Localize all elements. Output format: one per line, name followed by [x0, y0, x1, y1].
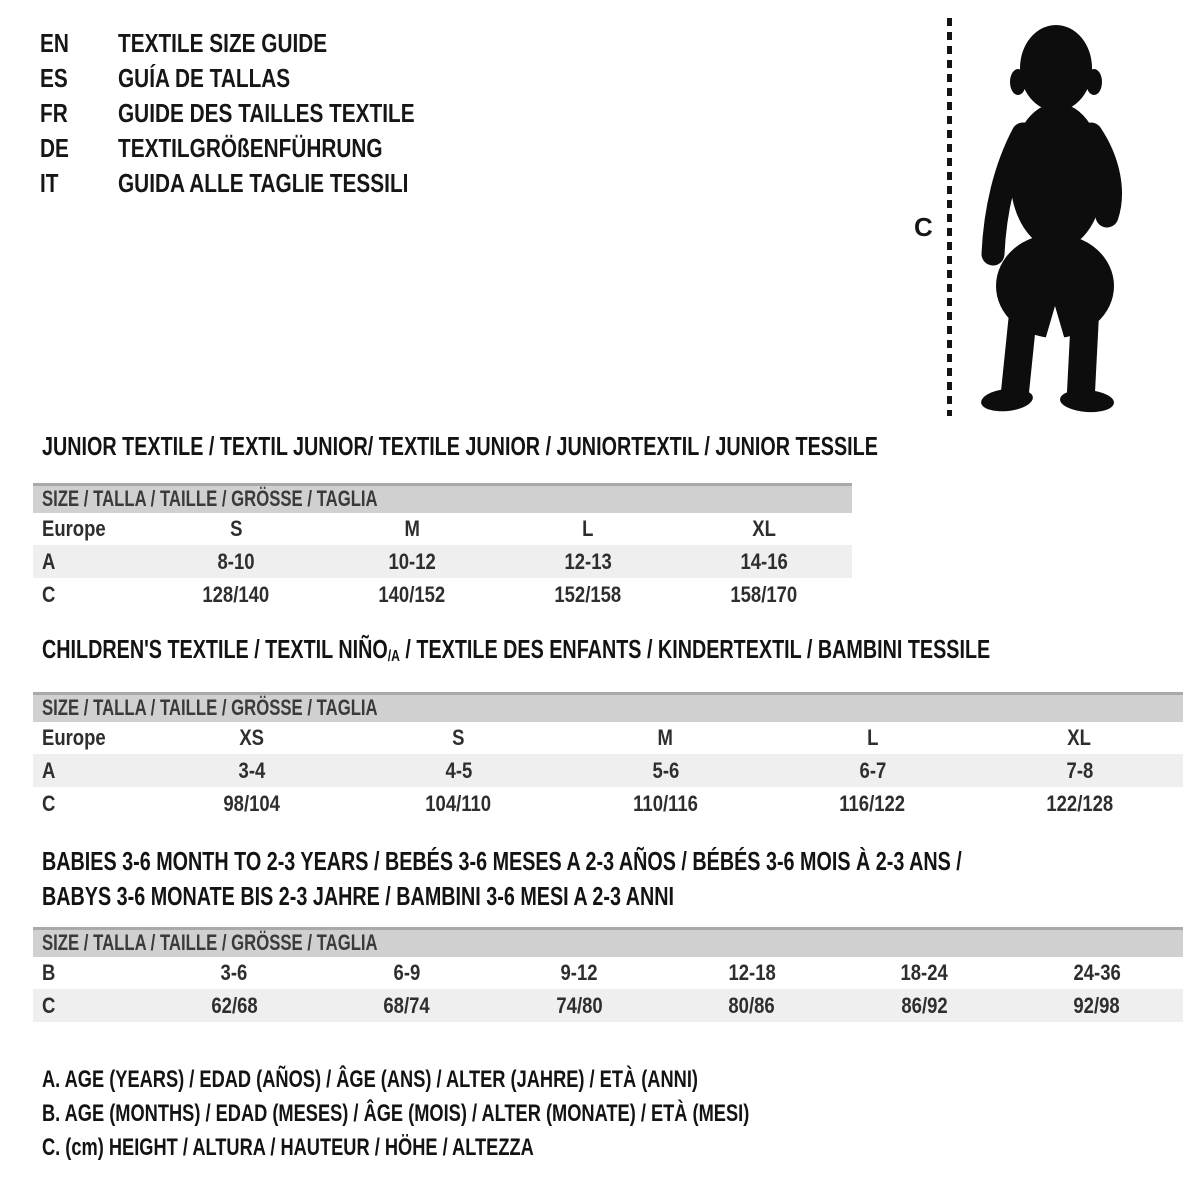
- table-cell: A: [42, 757, 56, 783]
- table-cell: 158/170: [730, 581, 798, 607]
- table-cell: 152/158: [554, 581, 622, 607]
- table-cell: 4-5: [445, 757, 472, 783]
- table-cell: 6-9: [393, 959, 421, 985]
- height-measure-label: C: [914, 212, 933, 242]
- language-code: IT: [40, 168, 59, 198]
- table-row: [33, 956, 1183, 989]
- legend: [42, 1063, 973, 1165]
- language-code: ES: [40, 63, 68, 93]
- language-label: GUIDE DES TAILLES TEXTILE: [118, 98, 415, 128]
- table-cell: 9-12: [560, 959, 598, 985]
- table-cell: XL: [752, 515, 776, 541]
- table-cell: 18-24: [900, 959, 948, 985]
- table-row: [33, 545, 852, 578]
- legend-line-a: A. AGE (YEARS) / EDAD (AÑOS) / ÂGE (ANS) / ALTER (JAHRE) / ETÀ (ANNI): [42, 1066, 698, 1093]
- table-cell: 116/122: [839, 790, 906, 816]
- table-row: [33, 787, 1183, 820]
- babies-table: [33, 956, 1183, 1022]
- table-cell: 128/140: [202, 581, 270, 607]
- language-row: [40, 61, 489, 96]
- table-row: [33, 754, 1183, 787]
- toddler-silhouette-icon: [963, 16, 1141, 418]
- table-cell: A: [42, 548, 56, 574]
- table-cell: M: [657, 724, 674, 750]
- language-code: EN: [40, 28, 69, 58]
- table-cell: S: [229, 515, 243, 541]
- children-section-title: CHILDREN'S TEXTILE / TEXTIL NIÑO/A / TEXTILE DES ENFANTS / KINDERTEXTIL / BAMBINI TESSILE: [42, 634, 991, 665]
- children-table-header-bar: SIZE / TALLA / TAILLE / GRÖSSE / TAGLIA: [33, 692, 1183, 722]
- table-cell: 5-6: [652, 757, 679, 783]
- table-cell: 6-7: [859, 757, 886, 783]
- table-cell: 80/86: [728, 992, 775, 1018]
- table-cell: 10-12: [388, 548, 436, 574]
- table-cell: C: [42, 790, 56, 816]
- table-cell: M: [404, 515, 420, 541]
- table-cell: XL: [1067, 724, 1092, 750]
- language-label: GUÍA DE TALLAS: [118, 63, 291, 93]
- table-cell: 122/128: [1046, 790, 1113, 816]
- legend-line-b: B. AGE (MONTHS) / EDAD (MESES) / ÂGE (MOIS) / ALTER (MONATE) / ETÀ (MESI): [42, 1100, 750, 1127]
- language-list: [40, 26, 489, 201]
- table-row: [33, 721, 1183, 754]
- table-cell: 14-16: [740, 548, 788, 574]
- junior-table-header-bar: SIZE / TALLA / TAILLE / GRÖSSE / TAGLIA: [33, 483, 852, 513]
- language-row: [40, 26, 489, 61]
- children-title-subscript: /A: [387, 648, 400, 665]
- language-label: GUIDA ALLE TAGLIE TESSILI: [118, 168, 409, 198]
- table-cell: 92/98: [1073, 992, 1120, 1018]
- table-cell: C: [42, 992, 56, 1018]
- table-cell: L: [582, 515, 594, 541]
- table-cell: 62/68: [211, 992, 258, 1018]
- table-row: [33, 989, 1183, 1022]
- language-code: DE: [40, 133, 69, 163]
- junior-table: [33, 512, 852, 611]
- table-cell: Europe: [42, 724, 106, 750]
- table-cell: 68/74: [383, 992, 430, 1018]
- table-cell: Europe: [42, 515, 106, 541]
- table-cell: 12-18: [728, 959, 776, 985]
- table-cell: 8-10: [217, 548, 255, 574]
- table-cell: 7-8: [1066, 757, 1093, 783]
- table-cell: 74/80: [556, 992, 603, 1018]
- table-cell: 3-4: [238, 757, 265, 783]
- table-cell: B: [42, 959, 56, 985]
- table-cell: C: [42, 581, 56, 607]
- language-row: [40, 166, 489, 201]
- babies-section-title: BABIES 3-6 MONTH TO 2-3 YEARS / BEBÉS 3-6 MESES A 2-3 AÑOS / BÉBÉS 3-6 MOIS À 2-3 ANS / BABYS 3-6 MONATE BIS 2-3 JAHRE / BAMBINI 3-6 MESI A 2-3 ANNI: [42, 846, 962, 911]
- table-row: [33, 578, 852, 611]
- language-label: TEXTILE SIZE GUIDE: [118, 28, 328, 58]
- table-cell: S: [452, 724, 465, 750]
- table-cell: 12-13: [564, 548, 612, 574]
- language-code: FR: [40, 98, 68, 128]
- table-cell: 140/152: [378, 581, 446, 607]
- language-row: [40, 131, 489, 166]
- table-row: [33, 512, 852, 545]
- table-cell: XS: [239, 724, 264, 750]
- table-cell: 24-36: [1073, 959, 1121, 985]
- junior-section-title: JUNIOR TEXTILE / TEXTIL JUNIOR/ TEXTILE JUNIOR / JUNIORTEXTIL / JUNIOR TESSILE: [42, 431, 878, 461]
- height-measure-dashed-line: [947, 18, 952, 416]
- language-row: [40, 96, 489, 131]
- table-cell: 104/110: [425, 790, 492, 816]
- babies-table-header-bar: SIZE / TALLA / TAILLE / GRÖSSE / TAGLIA: [33, 927, 1183, 957]
- children-table: [33, 721, 1183, 820]
- table-cell: 3-6: [220, 959, 248, 985]
- language-label: TEXTILGRÖßENFÜHRUNG: [118, 133, 383, 163]
- table-cell: 98/104: [223, 790, 280, 816]
- table-cell: 110/116: [633, 790, 698, 816]
- table-cell: L: [866, 724, 879, 750]
- table-cell: 86/92: [901, 992, 948, 1018]
- legend-line-c: C. (cm) HEIGHT / ALTURA / HAUTEUR / HÖHE / ALTEZZA: [42, 1134, 534, 1161]
